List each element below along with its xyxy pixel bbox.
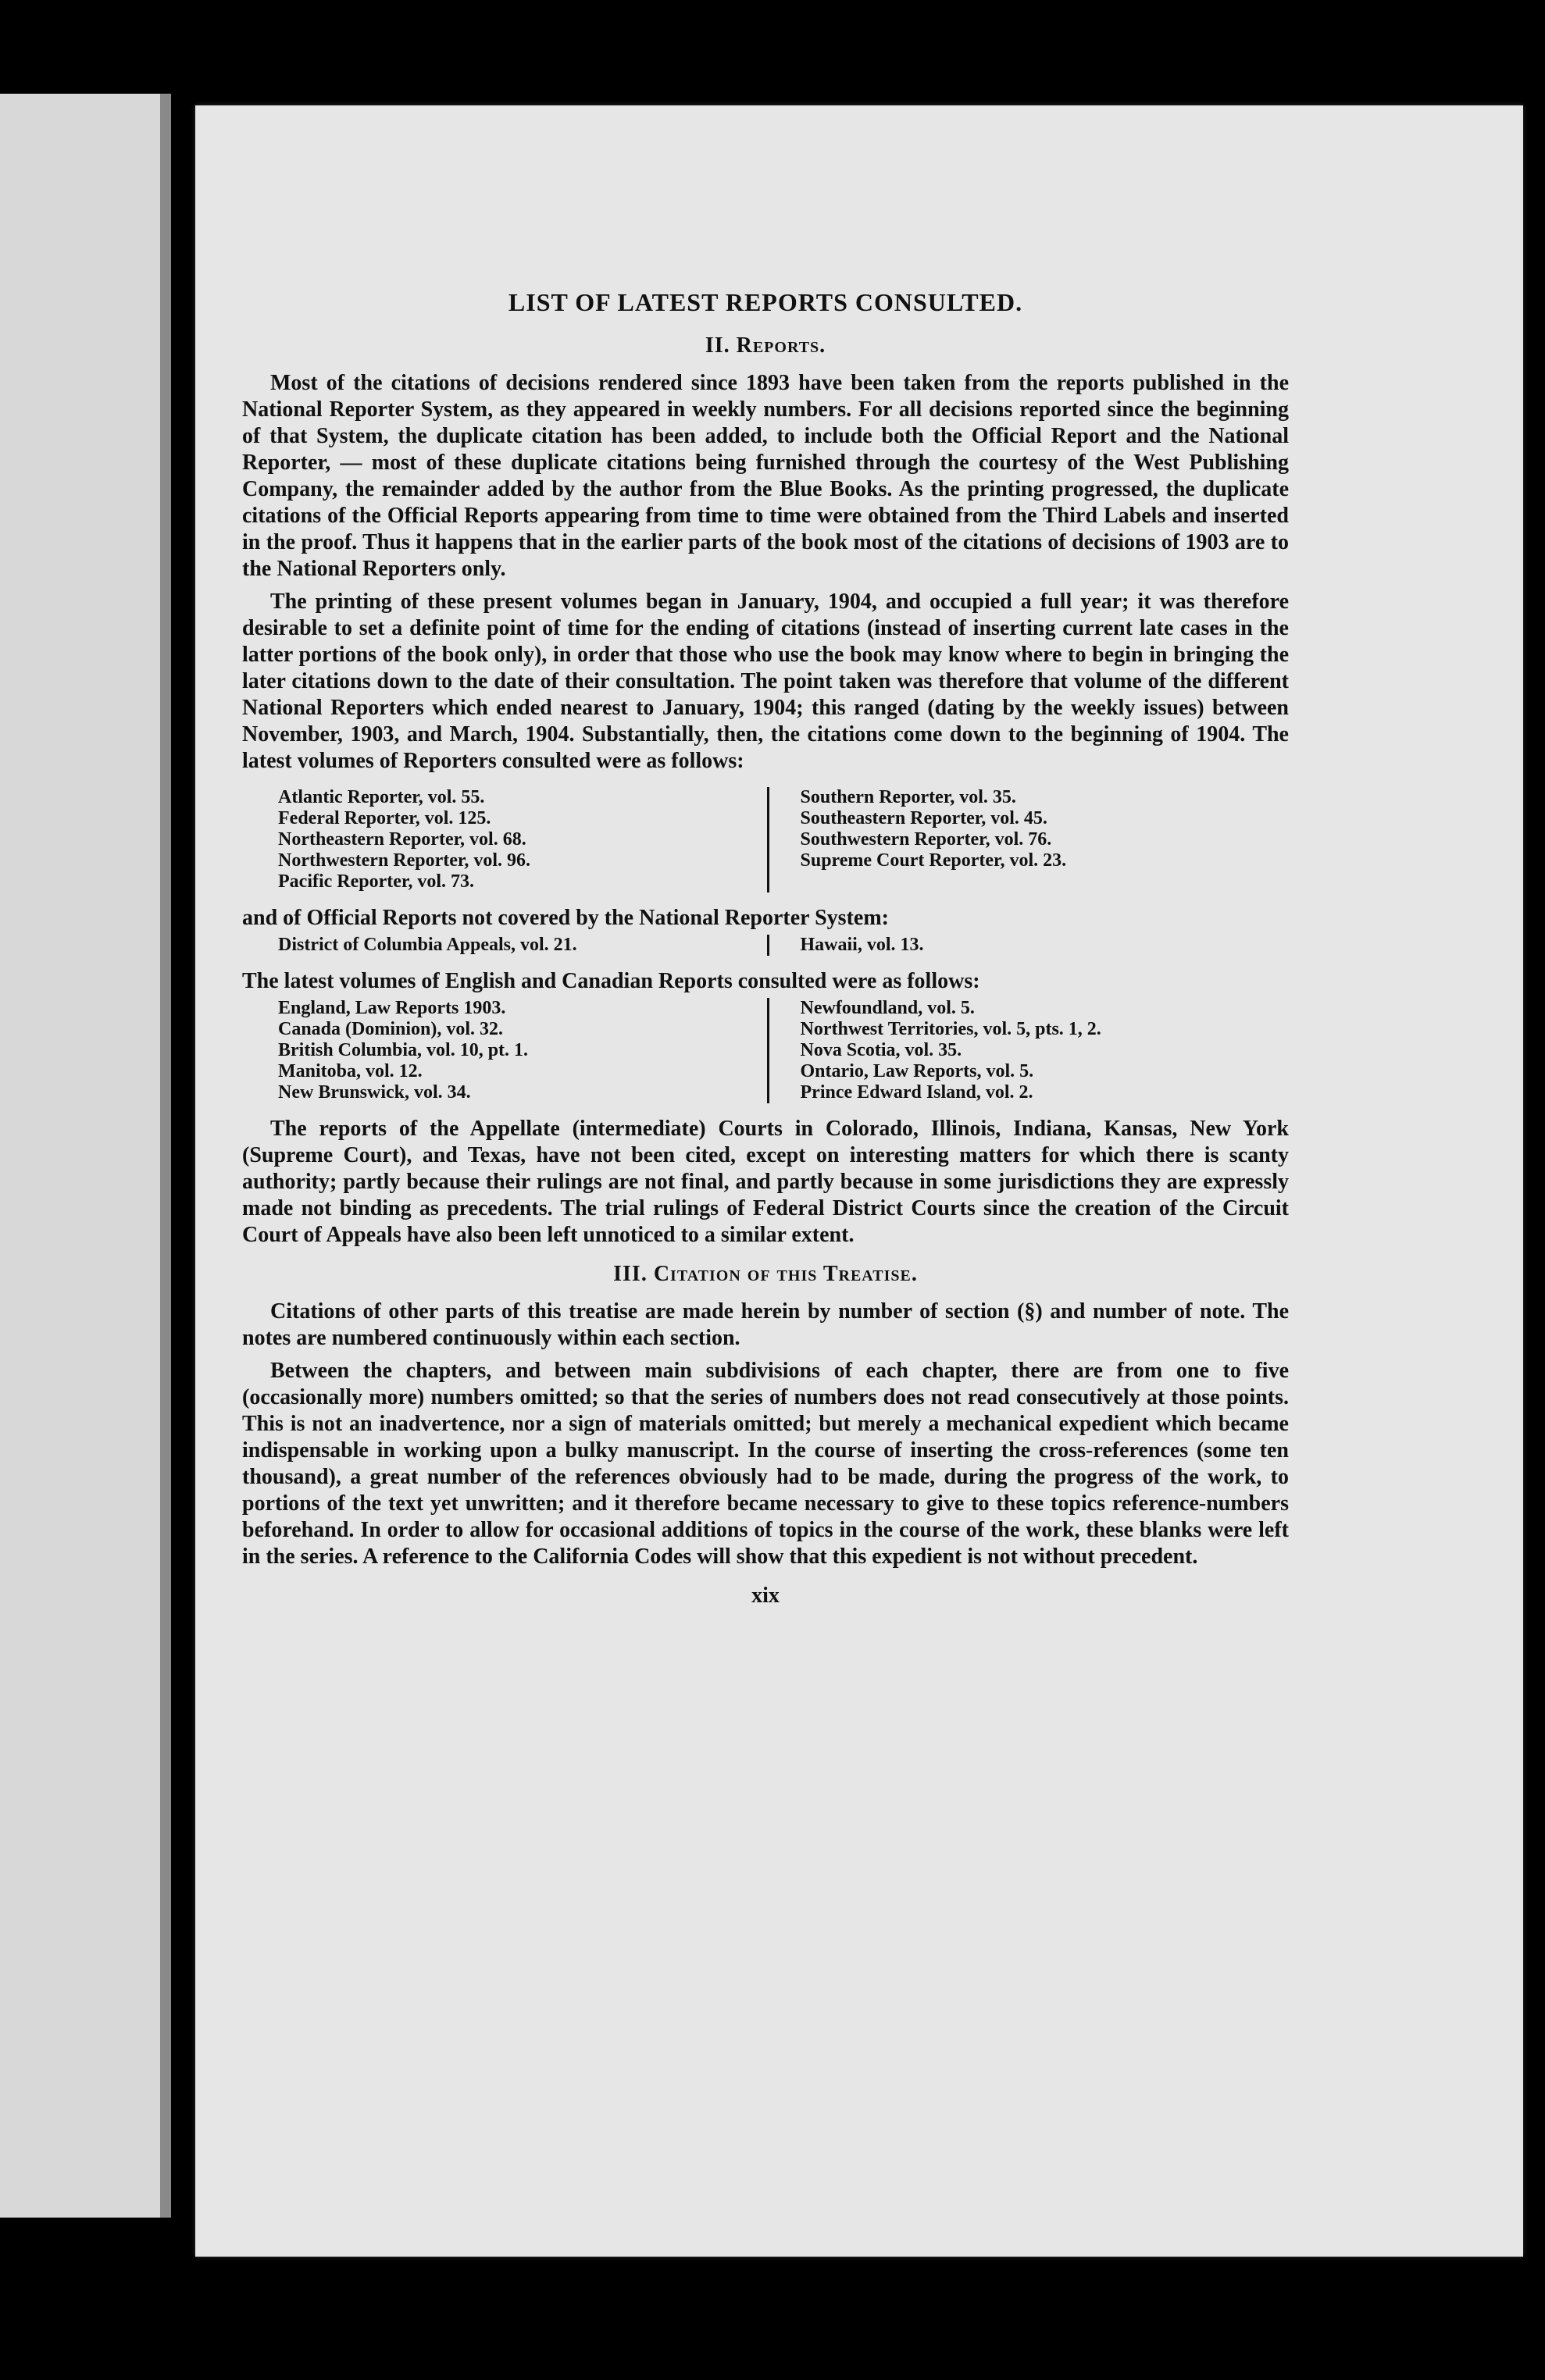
list-item: Southwestern Reporter, vol. 76. [800,829,1052,850]
list-item: New Brunswick, vol. 34. [278,1082,471,1103]
english-reports-right [767,998,1290,1103]
list-item: Northeastern Reporter, vol. 68. [278,829,526,850]
list-item: Northwestern Reporter, vol. 96. [278,850,531,871]
list-item: Federal Reporter, vol. 125. [278,808,491,828]
english-reports-left [242,998,767,1103]
list-item: Northwest Territories, vol. 5, pts. 1, 2. [800,1019,1101,1039]
list-item: Manitoba, vol. 12. [278,1061,423,1081]
paragraph-appellate-courts: The reports of the Appellate (intermediate) Courts in Colorado, Illinois, Indiana, Kansas, New York (Supreme Court), and Texas, have not been cited, except on interesting matters for which there is scanty authority; partly because their rulings are not final, and partly because in some jurisdictions they are expressly made not binding as precedents. The trial rulings of Federal District Courts since the creation of the Circuit Court of Appeals have also been left unnoticed to a similar extent. [242,1117,1289,1247]
list-item: Nova Scotia, vol. 35. [800,1040,962,1060]
list-item: Newfoundland, vol. 5. [800,998,975,1018]
section-heading-reports: II. Reports. [705,333,826,358]
list-item: Atlantic Reporter, vol. 55. [278,787,485,807]
list-item: British Columbia, vol. 10, pt. 1. [278,1040,529,1060]
list-item: Prince Edward Island, vol. 2. [800,1082,1033,1103]
list-item: Pacific Reporter, vol. 73. [278,871,475,892]
list-item: Southern Reporter, vol. 35. [800,787,1016,807]
list-item: Ontario, Law Reports, vol. 5. [800,1061,1034,1081]
paragraph-numbering: Between the chapters, and between main subdivisions of each chapter, there are from one to five (occasionally more) numbers omitted; so that the series of numbers does not read consecutively at those points. This is not an inadvertence, nor a sign of materials omitted; but merely a mechanical expedient which became indispensable in working upon a bulky manuscript. In the course of inserting the cross-references (some ten thousand), a great number of the references obviously had to be made, during the progress of the work, to portions of the text yet unwritten; and it therefore became necessary to give to these topics reference-numbers beforehand. In order to allow for occasional additions of topics in the course of the work, these blanks were left in the series. A reference to the California Codes will show that this expedient is not without precedent. [242,1359,1289,1569]
official-reports-right [767,935,1290,956]
page-number: xix [751,1584,780,1608]
left-page-edge [0,94,166,2218]
official-reports-intro: and of Official Reports not covered by the National Reporter System: [242,906,889,930]
official-reports-list [242,935,1289,956]
list-item: Canada (Dominion), vol. 32. [278,1019,504,1039]
list-item: England, Law Reports 1903. [278,998,506,1018]
reporters-list-right [767,787,1290,892]
reporters-list [242,787,1289,892]
list-item: Southeastern Reporter, vol. 45. [800,808,1047,828]
paragraph-citations: Most of the citations of decisions rendered since 1893 have been taken from the reports published in the National Reporter System, as they appeared in weekly numbers. For all decisions reported since the beginning of that System, the duplicate citation has been added, to include both the Official Report and the National Reporter, — most of these duplicate citations being furnished through the courtesy of the West Publishing Company, the remainder added by the author from the Blue Books. As the printing progressed, the duplicate citations of the Official Reports appearing from time to time were obtained from the Third Labels and inserted in the proof. Thus it happens that in the earlier parts of the book most of the citations of decisions of 1903 are to the National Reporters only. [242,371,1289,581]
section-heading-citation: III. Citation of this Treatise. [613,1262,918,1286]
reporters-list-left [242,787,767,892]
english-reports-list [242,998,1289,1103]
paragraph-citation-method: Citations of other parts of this treatise are made herein by number of section (§) and number of note. The notes are numbered continuously within each section. [242,1299,1289,1350]
page-content [242,289,1289,1609]
list-item: Supreme Court Reporter, vol. 23. [800,850,1067,871]
list-item: Hawaii, vol. 13. [800,935,924,955]
page-title: LIST OF LATEST REPORTS CONSULTED. [508,288,1023,316]
list-item: District of Columbia Appeals, vol. 21. [278,935,577,955]
official-reports-left [242,935,767,956]
paragraph-printing: The printing of these present volumes began in January, 1904, and occupied a full year; it was therefore desirable to set a definite point of time for the ending of citations (instead of inserting current late cases in the latter portions of the book only), in order that those who use the book may know where to begin in bringing the later citations down to the date of their consultation. The point taken was therefore that volume of the different National Reporters which ended nearest to January, 1904; this ranged (dating by the weekly issues) between November, 1903, and March, 1904. Substantially, then, the citations come down to the beginning of 1904. The latest volumes of Reporters consulted were as follows: [242,590,1289,773]
english-reports-intro: The latest volumes of English and Canadian Reports consulted were as follows: [242,969,980,993]
book-gutter [160,94,171,2218]
